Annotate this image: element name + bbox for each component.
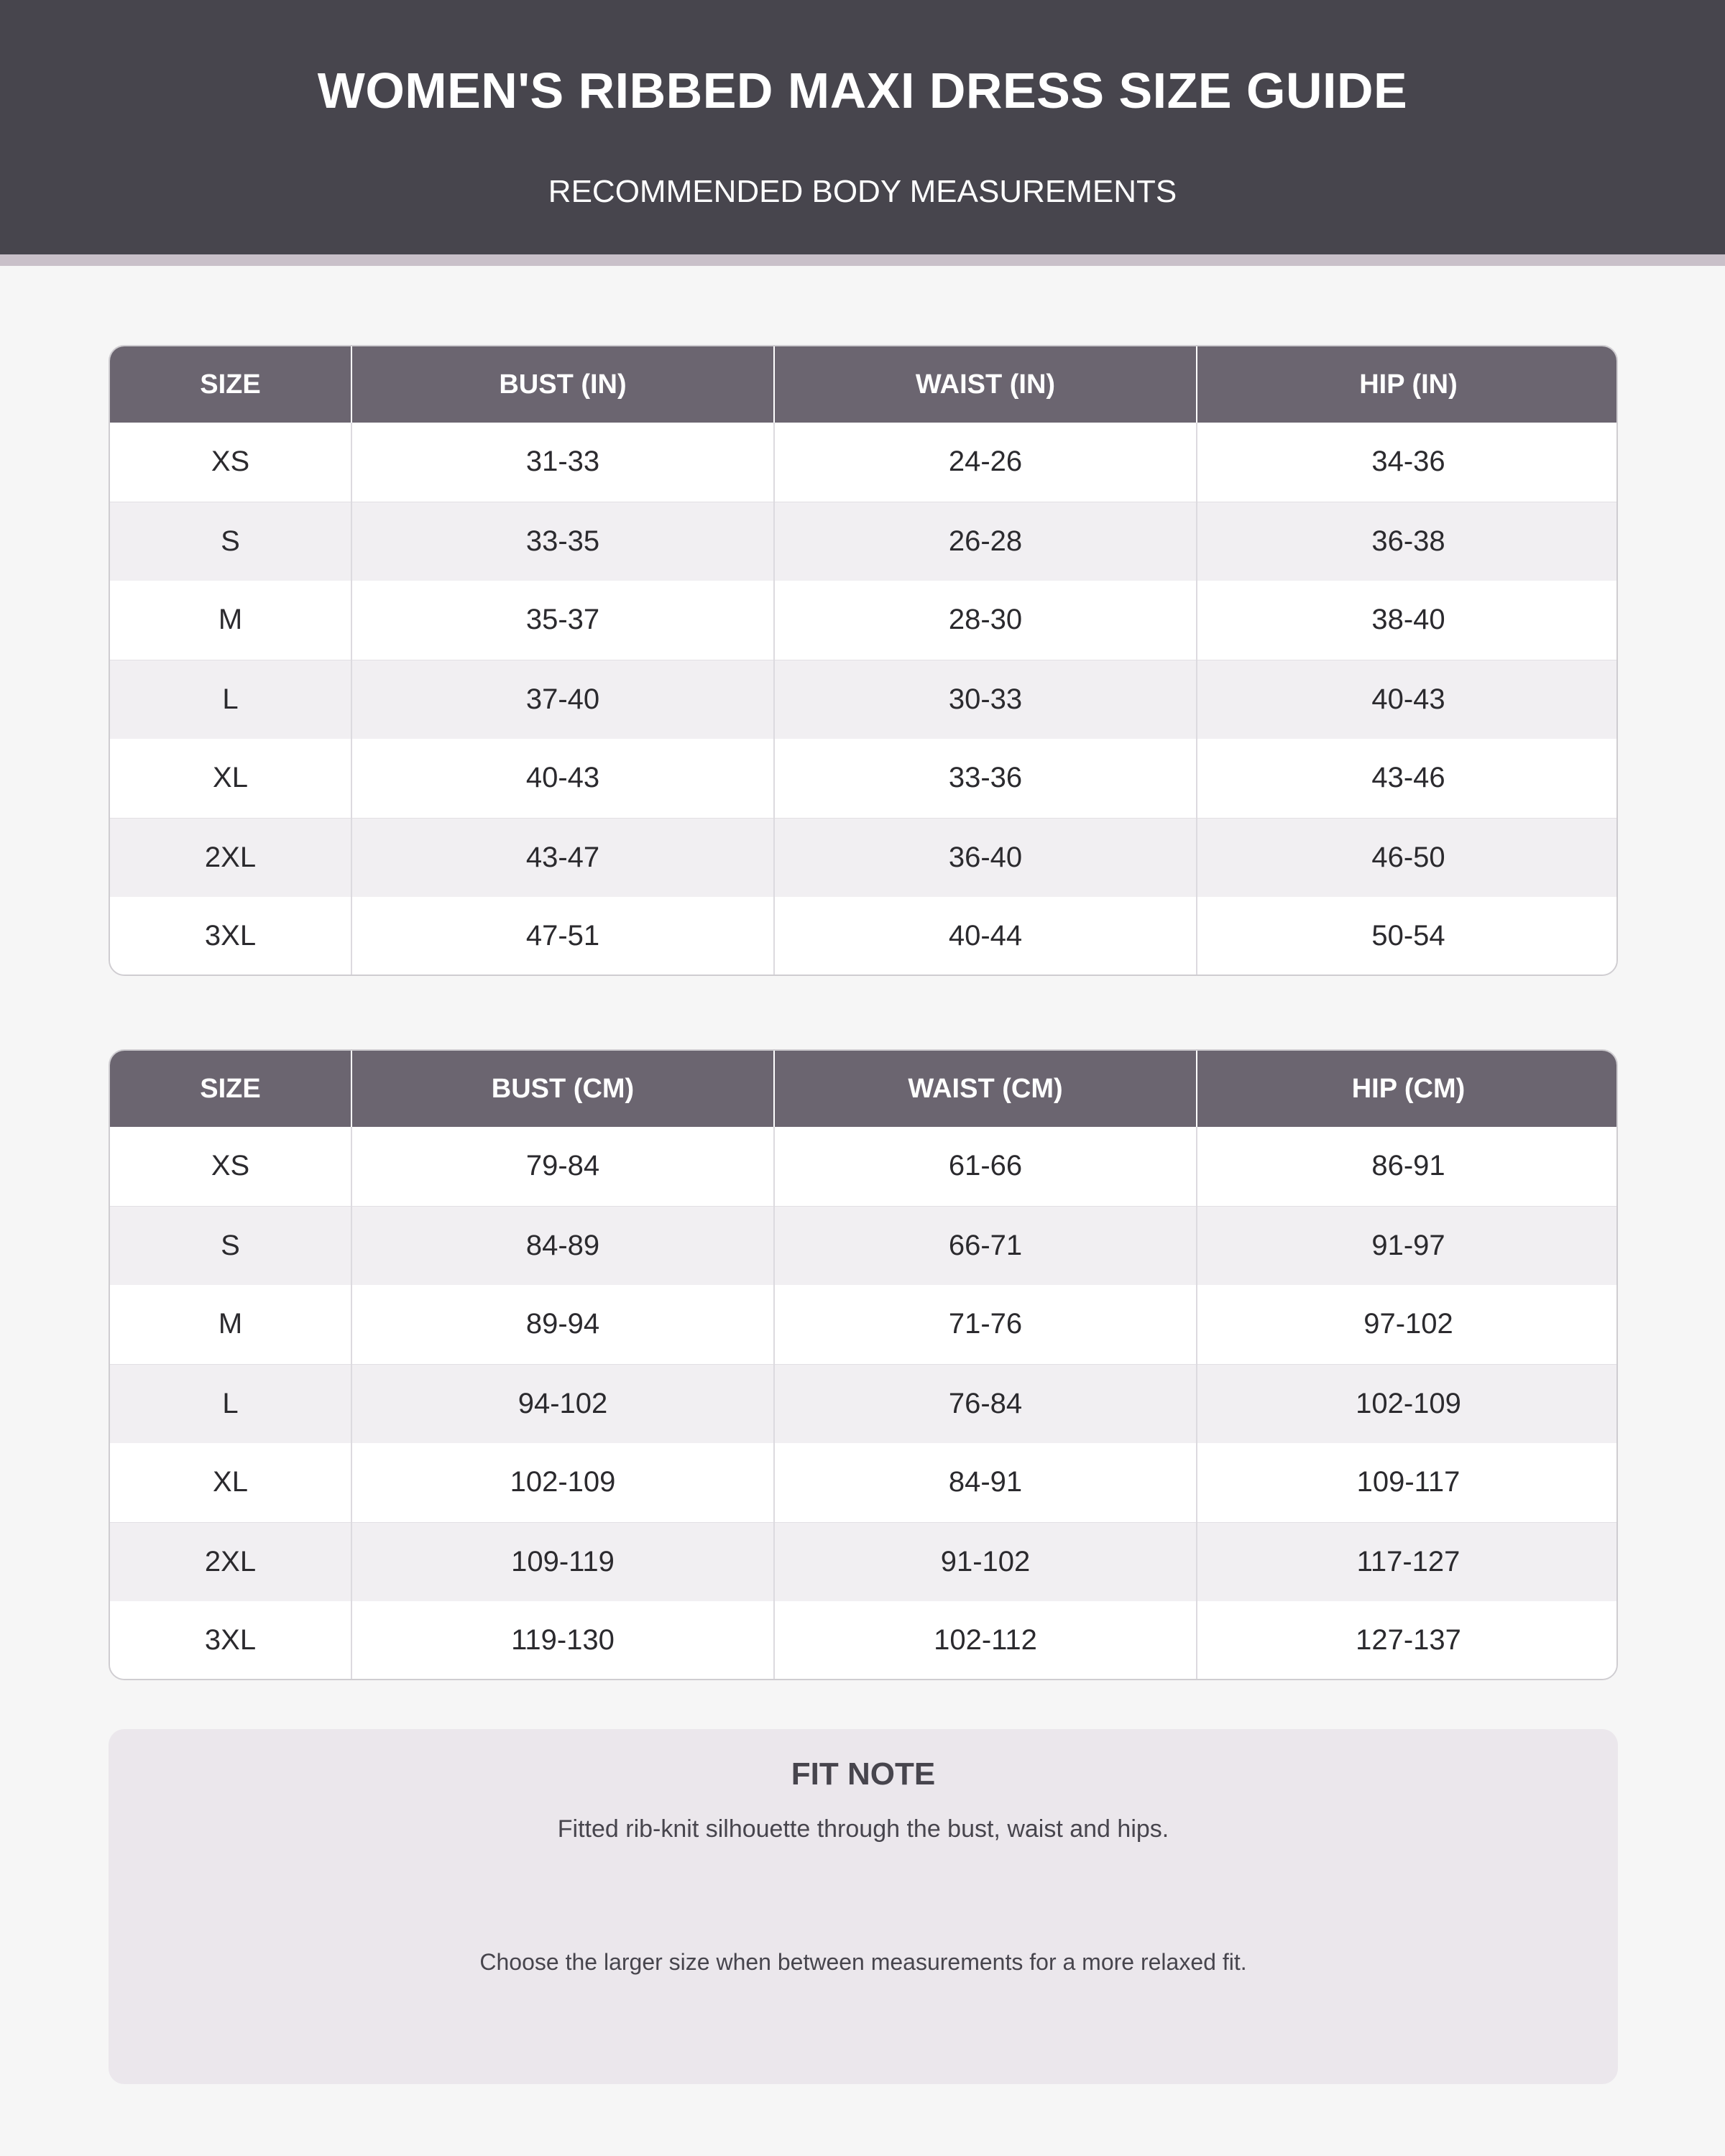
size-table-centimeters-grid (110, 1051, 1618, 1680)
table-row (110, 423, 1618, 502)
size-cell: XL (110, 739, 351, 818)
size-cell: L (110, 1364, 351, 1443)
hip-cell: 127-137 (1197, 1601, 1618, 1680)
hip-cell: 109-117 (1197, 1443, 1618, 1522)
bust-cell: 37-40 (351, 660, 774, 739)
bust-cell: 94-102 (351, 1364, 774, 1443)
waist-cell: 36-40 (774, 818, 1197, 897)
bust-cell: 35-37 (351, 581, 774, 660)
table-row (110, 1522, 1618, 1601)
header-accent-bar (0, 254, 1725, 266)
waist-cell: 91-102 (774, 1522, 1197, 1601)
bust-cell: 79-84 (351, 1127, 774, 1206)
size-cell: XS (110, 423, 351, 502)
waist-cell: 30-33 (774, 660, 1197, 739)
fit-note-title: FIT NOTE (791, 1756, 936, 1792)
bust-cell: 40-43 (351, 739, 774, 818)
bust-cell: 119-130 (351, 1601, 774, 1680)
bust-cell: 109-119 (351, 1522, 774, 1601)
size-cell: M (110, 1285, 351, 1364)
fit-note-tip: Choose the larger size when between measurements for a more relaxed fit. (479, 1949, 1247, 1975)
table-row (110, 581, 1618, 660)
size-cell: 2XL (110, 1522, 351, 1601)
hip-cell: 40-43 (1197, 660, 1618, 739)
table-row (110, 1285, 1618, 1364)
hip-cell: 50-54 (1197, 897, 1618, 976)
hip-cell: 38-40 (1197, 581, 1618, 660)
waist-cell: 84-91 (774, 1443, 1197, 1522)
table-row (110, 1127, 1618, 1206)
size-cell: M (110, 581, 351, 660)
column-header-waist: WAIST (IN) (774, 346, 1197, 423)
table-row (110, 818, 1618, 897)
bust-cell: 31-33 (351, 423, 774, 502)
waist-cell: 40-44 (774, 897, 1197, 976)
bust-cell: 43-47 (351, 818, 774, 897)
hip-cell: 102-109 (1197, 1364, 1618, 1443)
hip-cell: 46-50 (1197, 818, 1618, 897)
bust-cell: 89-94 (351, 1285, 774, 1364)
waist-cell: 61-66 (774, 1127, 1197, 1206)
size-cell: S (110, 502, 351, 581)
page-title: WOMEN'S RIBBED MAXI DRESS SIZE GUIDE (317, 63, 1408, 119)
table-row (110, 502, 1618, 581)
column-header-bust: BUST (IN) (351, 346, 774, 423)
size-table-inches (109, 345, 1618, 976)
size-cell: XS (110, 1127, 351, 1206)
table-header-row (110, 1051, 1618, 1127)
hip-cell: 36-38 (1197, 502, 1618, 581)
waist-cell: 76-84 (774, 1364, 1197, 1443)
table-row (110, 660, 1618, 739)
bust-cell: 102-109 (351, 1443, 774, 1522)
hip-cell: 117-127 (1197, 1522, 1618, 1601)
column-header-size: SIZE (110, 1051, 351, 1127)
column-header-hip: HIP (CM) (1197, 1051, 1618, 1127)
size-cell: 3XL (110, 1601, 351, 1680)
waist-cell: 66-71 (774, 1206, 1197, 1285)
page-header (0, 0, 1725, 254)
bust-cell: 84-89 (351, 1206, 774, 1285)
table-row (110, 1206, 1618, 1285)
hip-cell: 43-46 (1197, 739, 1618, 818)
waist-cell: 24-26 (774, 423, 1197, 502)
table-header-row (110, 346, 1618, 423)
waist-cell: 28-30 (774, 581, 1197, 660)
column-header-bust: BUST (CM) (351, 1051, 774, 1127)
hip-cell: 97-102 (1197, 1285, 1618, 1364)
size-cell: 3XL (110, 897, 351, 976)
bust-cell: 33-35 (351, 502, 774, 581)
table-row (110, 1443, 1618, 1522)
page-subtitle: RECOMMENDED BODY MEASUREMENTS (548, 174, 1177, 209)
hip-cell: 86-91 (1197, 1127, 1618, 1206)
size-cell: XL (110, 1443, 351, 1522)
hip-cell: 91-97 (1197, 1206, 1618, 1285)
fit-note-panel (109, 1729, 1618, 2084)
waist-cell: 71-76 (774, 1285, 1197, 1364)
fit-note-text: Fitted rib-knit silhouette through the bust, waist and hips. (557, 1815, 1169, 1843)
table-row (110, 897, 1618, 976)
hip-cell: 34-36 (1197, 423, 1618, 502)
size-cell: S (110, 1206, 351, 1285)
size-cell: 2XL (110, 818, 351, 897)
table-row (110, 1601, 1618, 1680)
column-header-size: SIZE (110, 346, 351, 423)
size-table-inches-grid (110, 346, 1618, 976)
size-cell: L (110, 660, 351, 739)
size-table-centimeters (109, 1049, 1618, 1680)
waist-cell: 102-112 (774, 1601, 1197, 1680)
column-header-waist: WAIST (CM) (774, 1051, 1197, 1127)
waist-cell: 33-36 (774, 739, 1197, 818)
column-header-hip: HIP (IN) (1197, 346, 1618, 423)
bust-cell: 47-51 (351, 897, 774, 976)
table-row (110, 739, 1618, 818)
table-row (110, 1364, 1618, 1443)
waist-cell: 26-28 (774, 502, 1197, 581)
